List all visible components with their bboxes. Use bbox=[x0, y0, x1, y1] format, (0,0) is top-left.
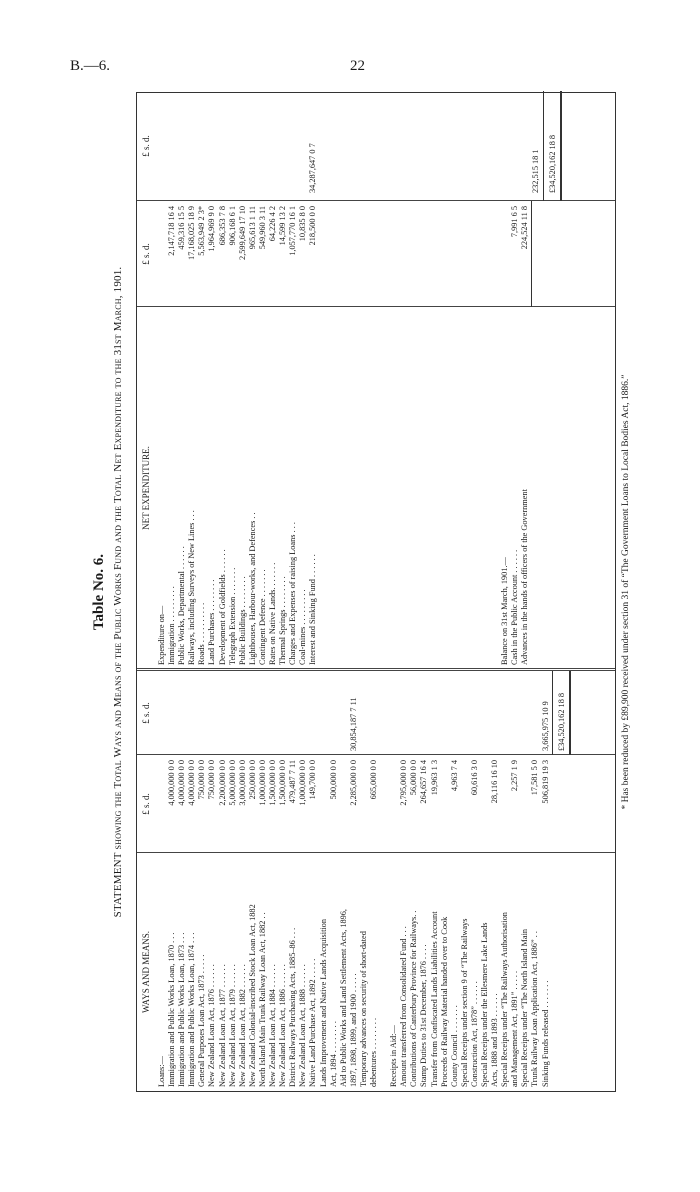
ways-text-column bbox=[157, 855, 615, 1087]
report-reference: B.—6. bbox=[70, 58, 111, 74]
ways-row-label: and Management Act, 1891” . . . . . bbox=[510, 970, 520, 1087]
net-row-label: Cash in the Public Account . . . . . . bbox=[510, 549, 520, 665]
net-row-label bbox=[480, 309, 490, 665]
net-row-amount: 2,147,718 16 4 bbox=[167, 206, 177, 256]
ways-row-amount bbox=[359, 760, 369, 853]
ways-row-amount: 4,963 7 4 bbox=[449, 760, 459, 792]
ways-row-amount bbox=[460, 760, 470, 853]
ways-row-label: New Zealand Loan Act, 1876 . . . . . . bbox=[207, 964, 217, 1087]
ways-row-amount bbox=[379, 760, 389, 853]
ways-row-label: New Zealand Colonial-inscribed Stock Loan Act, 1882 bbox=[247, 904, 257, 1087]
column-rule bbox=[137, 670, 615, 671]
net-row-amount: 459,316 15 5 bbox=[177, 206, 187, 250]
ways-row-label: Special Receipts under “The Railways Authorisation bbox=[500, 912, 510, 1087]
net-row-label: Coal-mines . . . . . . . . . bbox=[298, 589, 308, 665]
net-row-label: Balance on 31st March, 1901.— bbox=[500, 557, 510, 665]
net-row-label bbox=[349, 309, 359, 665]
table-number: Table No. 6. bbox=[91, 553, 107, 631]
net-row-amount bbox=[450, 206, 460, 307]
ways-row-amount: 250,000 0 0 bbox=[247, 760, 257, 800]
net-row-amount bbox=[319, 206, 329, 307]
net-row-amount bbox=[419, 206, 429, 307]
net-row-label bbox=[369, 309, 379, 665]
net-row-amount: 17,168,025 18 9 bbox=[187, 206, 197, 260]
net-row-amount bbox=[349, 206, 359, 307]
net-row-label: Interest and Sinking Fund . . . . . . bbox=[308, 554, 318, 665]
receipts-total: 3,665,975 10 9 bbox=[541, 701, 550, 751]
loans-total: 30,854,187 7 11 bbox=[349, 697, 358, 751]
ways-row-label: Special Receipts under the Ellesmere Lake Lands bbox=[480, 922, 489, 1087]
net-row-amount bbox=[440, 206, 450, 307]
footnote: * Has been reduced by £89,900 received under section 31 of “The Government Loans to Local Bodies Act, 1886.” bbox=[621, 374, 631, 810]
net-row-amount: 965,613 1 11 bbox=[247, 206, 257, 250]
ways-row-label: North Island Main Trunk Railway Loan Act, 1882 . . bbox=[257, 912, 267, 1087]
net-row-amount bbox=[399, 206, 409, 307]
net-row-amount: 906,168 6 1 bbox=[227, 206, 237, 246]
net-row-amount bbox=[329, 206, 339, 307]
net-row-amount bbox=[369, 206, 379, 307]
ways-row-amount bbox=[157, 760, 167, 853]
ways-row-amount: 3,000,000 0 0 bbox=[237, 760, 247, 806]
net-row-label bbox=[319, 309, 329, 665]
ways-row-amount bbox=[480, 760, 490, 853]
net-row-label: Public Buildings . . . . . . . . bbox=[237, 576, 247, 665]
net-amount-column bbox=[157, 201, 615, 307]
net-row-label bbox=[329, 309, 339, 665]
ways-row-label: New Zealand Loan Act, 1879 . . . . . . bbox=[227, 964, 237, 1087]
balance-total: 232,515 18 1 bbox=[531, 149, 540, 193]
column-rule bbox=[137, 668, 615, 669]
ways-row-label: Trunk Railway Loan Application Act, 1886” . . bbox=[530, 931, 540, 1087]
ways-row-amount: 264,657 16 4 bbox=[419, 760, 429, 804]
ways-row-label: Sinking Funds released . . . . . . . bbox=[540, 980, 550, 1087]
ways-row-amount bbox=[440, 760, 450, 853]
net-row-amount bbox=[470, 206, 480, 307]
ways-row-label: Acts, 1888 and 1893 . . . . . . bbox=[490, 993, 500, 1087]
ways-row-amount: 1,500,000 0 0 bbox=[268, 760, 278, 806]
grand-total-double-rule bbox=[560, 91, 564, 201]
ways-row-label: County Council . . . . . . . bbox=[449, 1005, 459, 1087]
net-row-amount bbox=[480, 206, 490, 307]
money-header: £ s. d. bbox=[141, 702, 151, 724]
net-row-label bbox=[419, 309, 429, 665]
net-row-amount: 1,057,770 16 1 bbox=[288, 206, 298, 256]
net-row-amount: 7,991 6 5 bbox=[510, 206, 520, 238]
ways-row-amount: 149,700 0 0 bbox=[308, 760, 318, 800]
ways-row-amount: 500,000 0 0 bbox=[328, 760, 338, 800]
net-row-amount: 224,524 11 8 bbox=[520, 206, 530, 250]
net-row-label bbox=[470, 309, 480, 665]
table-subtitle: STATEMENT showing the Total Ways and Means of the Public Works Fund and the Total Net Expenditure to the 31st March, 1901. bbox=[112, 266, 124, 918]
ways-row-amount: 750,000 0 0 bbox=[197, 760, 207, 800]
net-row-amount: 686,353 7 8 bbox=[217, 206, 227, 246]
ways-row-amount: 28,116 16 10 bbox=[490, 760, 500, 804]
net-row-amount: 218,500 0 0 bbox=[308, 206, 318, 246]
ways-row-label: New Zealand Loan Act, 1888 . . . . . . bbox=[298, 964, 308, 1087]
net-text-column bbox=[157, 309, 615, 665]
net-row-amount bbox=[389, 206, 399, 307]
ways-row-label: Lands Improvement and Native Lands Acquisition bbox=[318, 919, 328, 1087]
net-expenditure-header: NET EXPENDITURE. bbox=[141, 446, 151, 530]
ways-row-amount: 19,963 1 3 bbox=[429, 760, 439, 796]
ways-row-amount: 56,000 0 0 bbox=[409, 760, 419, 796]
ways-row-amount: 4,000,000 0 0 bbox=[167, 760, 177, 806]
ways-row-amount: 2,200,000 0 0 bbox=[217, 760, 227, 806]
net-row-amount bbox=[339, 206, 349, 307]
net-row-label bbox=[460, 309, 470, 665]
net-row-label: Lighthouses, Harbour-works, and Defences . . bbox=[247, 512, 257, 665]
net-row-label: Expenditure on— bbox=[157, 605, 166, 665]
net-row-label: Roads . . . . . . . . . . bbox=[197, 602, 207, 665]
net-row-label bbox=[430, 309, 440, 665]
ways-row-amount: 506,819 19 3 bbox=[540, 760, 550, 804]
ways-row-amount: 5,000,000 0 0 bbox=[227, 760, 237, 806]
net-row-amount: 14,599 13 2 bbox=[278, 206, 288, 246]
ways-row-label: Stamp Duties to 31st December, 1876 . . . . bbox=[419, 944, 429, 1087]
ways-row-label: General Purposes Loan Act, 1873 . . . . . bbox=[197, 954, 207, 1087]
net-row-label: Development of Goldfields . . . . . . bbox=[217, 549, 227, 665]
net-row-label: Rates on Native Lands. . . . . . . bbox=[268, 562, 278, 665]
ways-row-label: New Zealand Loan Act, 1882 . . . . . . bbox=[237, 964, 247, 1087]
ways-row-amount bbox=[500, 760, 510, 853]
money-header: £ s. d. bbox=[141, 135, 151, 157]
ways-row-amount bbox=[520, 760, 530, 853]
ways-row-label: Special Receipts under “The North Island Main bbox=[520, 928, 530, 1087]
ways-row-amount: 665,000 0 0 bbox=[368, 760, 378, 800]
ways-row-amount bbox=[339, 760, 349, 853]
net-row-amount: 549,960 3 11 bbox=[257, 206, 267, 250]
ways-row-label: New Zealand Loan Act, 1884 . . . . . . bbox=[268, 964, 278, 1087]
net-row-amount bbox=[430, 206, 440, 307]
page-number: 22 bbox=[350, 58, 365, 74]
ways-row-label: Transfer from Confiscated Lands Liabilities Account bbox=[429, 911, 439, 1087]
ways-row-label: Amount transferred from Consolidated Fund . . . bbox=[399, 926, 409, 1087]
net-row-amount bbox=[379, 206, 389, 307]
ways-and-means-header: WAYS AND MEANS. bbox=[141, 931, 151, 1013]
ways-row-label: Receipts in Aid:— bbox=[389, 1025, 399, 1087]
net-row-amount: 64,226 4 2 bbox=[268, 206, 278, 242]
ways-row-label: debentures . . . . . . . . bbox=[368, 1017, 378, 1087]
grand-total-double-rule bbox=[569, 671, 573, 755]
ways-row-amount: 2,795,000 0 0 bbox=[399, 760, 409, 806]
ways-row-amount: 17,581 5 0 bbox=[530, 760, 540, 796]
net-row-amount: 10,835 8 0 bbox=[298, 206, 308, 242]
ways-row-amount: 750,000 0 0 bbox=[207, 760, 217, 800]
ways-row-amount: 4,000,000 0 0 bbox=[177, 760, 187, 806]
ways-row-amount: 2,285,000 0 0 bbox=[348, 760, 358, 806]
net-row-amount bbox=[490, 206, 500, 307]
total-rule bbox=[552, 671, 553, 755]
net-row-label bbox=[440, 309, 450, 665]
net-row-label: Charges and Expenses of raising Loans . . . bbox=[288, 522, 298, 665]
ways-row-amount bbox=[389, 760, 399, 853]
ways-row-label: Aid to Public Works and Land Settlement Acts, 1896, bbox=[338, 908, 348, 1087]
net-row-amount: 2,599,649 17 10 bbox=[237, 206, 247, 260]
ways-row-label: Immigration and Public Works Loan, 1874 . . . bbox=[187, 932, 197, 1087]
ways-row-amount: 4,000,000 0 0 bbox=[187, 760, 197, 806]
net-row-amount bbox=[157, 206, 167, 307]
subtotal-rule bbox=[531, 201, 532, 307]
net-row-label: Telegraph Extension . . . . . . . bbox=[227, 567, 237, 665]
ways-row-label: New Zealand Loan Act, 1886 . . . . . . bbox=[278, 964, 288, 1087]
net-row-label: Thermal Springs . . . . . . . . bbox=[278, 576, 288, 665]
net-row-amount: 5,563,949 2 3* bbox=[197, 206, 207, 256]
net-row-amount: 1,964,969 9 0 bbox=[207, 206, 217, 252]
ways-row-label: District Railways Purchasing Acts, 1885–86 . . . bbox=[288, 927, 298, 1087]
net-row-label: Contingent Defence . . . . . . . bbox=[257, 569, 267, 665]
statement-table bbox=[136, 92, 616, 1092]
ways-row-label: New Zealand Loan Act, 1877 . . . . . . bbox=[217, 964, 227, 1087]
ways-row-amount: 1,500,000 0 0 bbox=[278, 760, 288, 806]
expenditure-total: 34,287,647 0 7 bbox=[308, 143, 317, 193]
net-row-label: Public Works, Departmental . . . . . . bbox=[177, 546, 187, 665]
ways-row-amount bbox=[319, 760, 329, 853]
ways-row-label: Native Land Purchase Act, 1892 . . . . . bbox=[308, 958, 318, 1087]
net-row-label: Advances in the hands of officers of the Government bbox=[520, 489, 530, 665]
net-row-label bbox=[339, 309, 349, 665]
net-row-label: Land Purchases . . . . . . . . bbox=[207, 579, 217, 665]
net-row-label: Railways, including Surveys of New Lines . . . bbox=[187, 510, 197, 665]
ways-row-label: Contributions of Canterbury Province for Railways. . bbox=[409, 910, 419, 1087]
ways-row-amount: 1,000,000 0 0 bbox=[257, 760, 267, 806]
ways-grand-total: £34,520,162 18 8 bbox=[557, 692, 566, 751]
ways-row-amount: 60,616 3 0 bbox=[469, 760, 479, 796]
ways-row-label: Immigration and Public Works Loan, 1873 . . . bbox=[177, 932, 187, 1087]
money-header: £ s. d. bbox=[141, 793, 151, 815]
total-rule bbox=[543, 91, 544, 201]
net-row-label: Immigration . . . . . . . . . bbox=[167, 586, 177, 665]
ways-row-amount: 479,487 7 11 bbox=[288, 760, 298, 804]
net-row-label bbox=[359, 309, 369, 665]
ways-row-amount: 2,257 1 9 bbox=[510, 760, 520, 792]
net-row-amount bbox=[460, 206, 470, 307]
net-row-amount bbox=[500, 206, 510, 307]
net-grand-total: £34,520,162 18 8 bbox=[548, 134, 557, 193]
net-row-label bbox=[389, 309, 399, 665]
net-row-label bbox=[490, 309, 500, 665]
ways-row-label: Temporary advances on security of short-dated bbox=[358, 931, 368, 1087]
ways-row-label: Immigration and Public Works Loan, 1870 . . . bbox=[167, 932, 177, 1087]
ways-row-amount: 1,000,000 0 0 bbox=[298, 760, 308, 806]
ways-row-label bbox=[379, 855, 389, 1087]
money-header: £ s. d. bbox=[141, 243, 151, 265]
ways-row-label: 1897, 1898, 1899, and 1900 . . . . . bbox=[348, 973, 358, 1087]
ways-row-label: Special Receipts under section 9 of “The Railways bbox=[459, 918, 469, 1087]
ways-row-label: Loans:— bbox=[157, 1056, 166, 1087]
ways-amount-column bbox=[157, 755, 615, 853]
ways-row-label: Construction Act, 1878” . . . . . . bbox=[469, 981, 479, 1087]
rotated-table-page bbox=[91, 92, 636, 1092]
net-row-label bbox=[409, 309, 419, 665]
net-row-amount bbox=[409, 206, 419, 307]
ways-row-label: Act, 1894 . . . . . . . . bbox=[328, 1021, 338, 1087]
net-row-label bbox=[399, 309, 409, 665]
net-row-label bbox=[450, 309, 460, 665]
net-row-label bbox=[379, 309, 389, 665]
ways-row-label: Proceeds of Railway Material handed over to Cook bbox=[439, 916, 449, 1087]
net-row-amount bbox=[359, 206, 369, 307]
